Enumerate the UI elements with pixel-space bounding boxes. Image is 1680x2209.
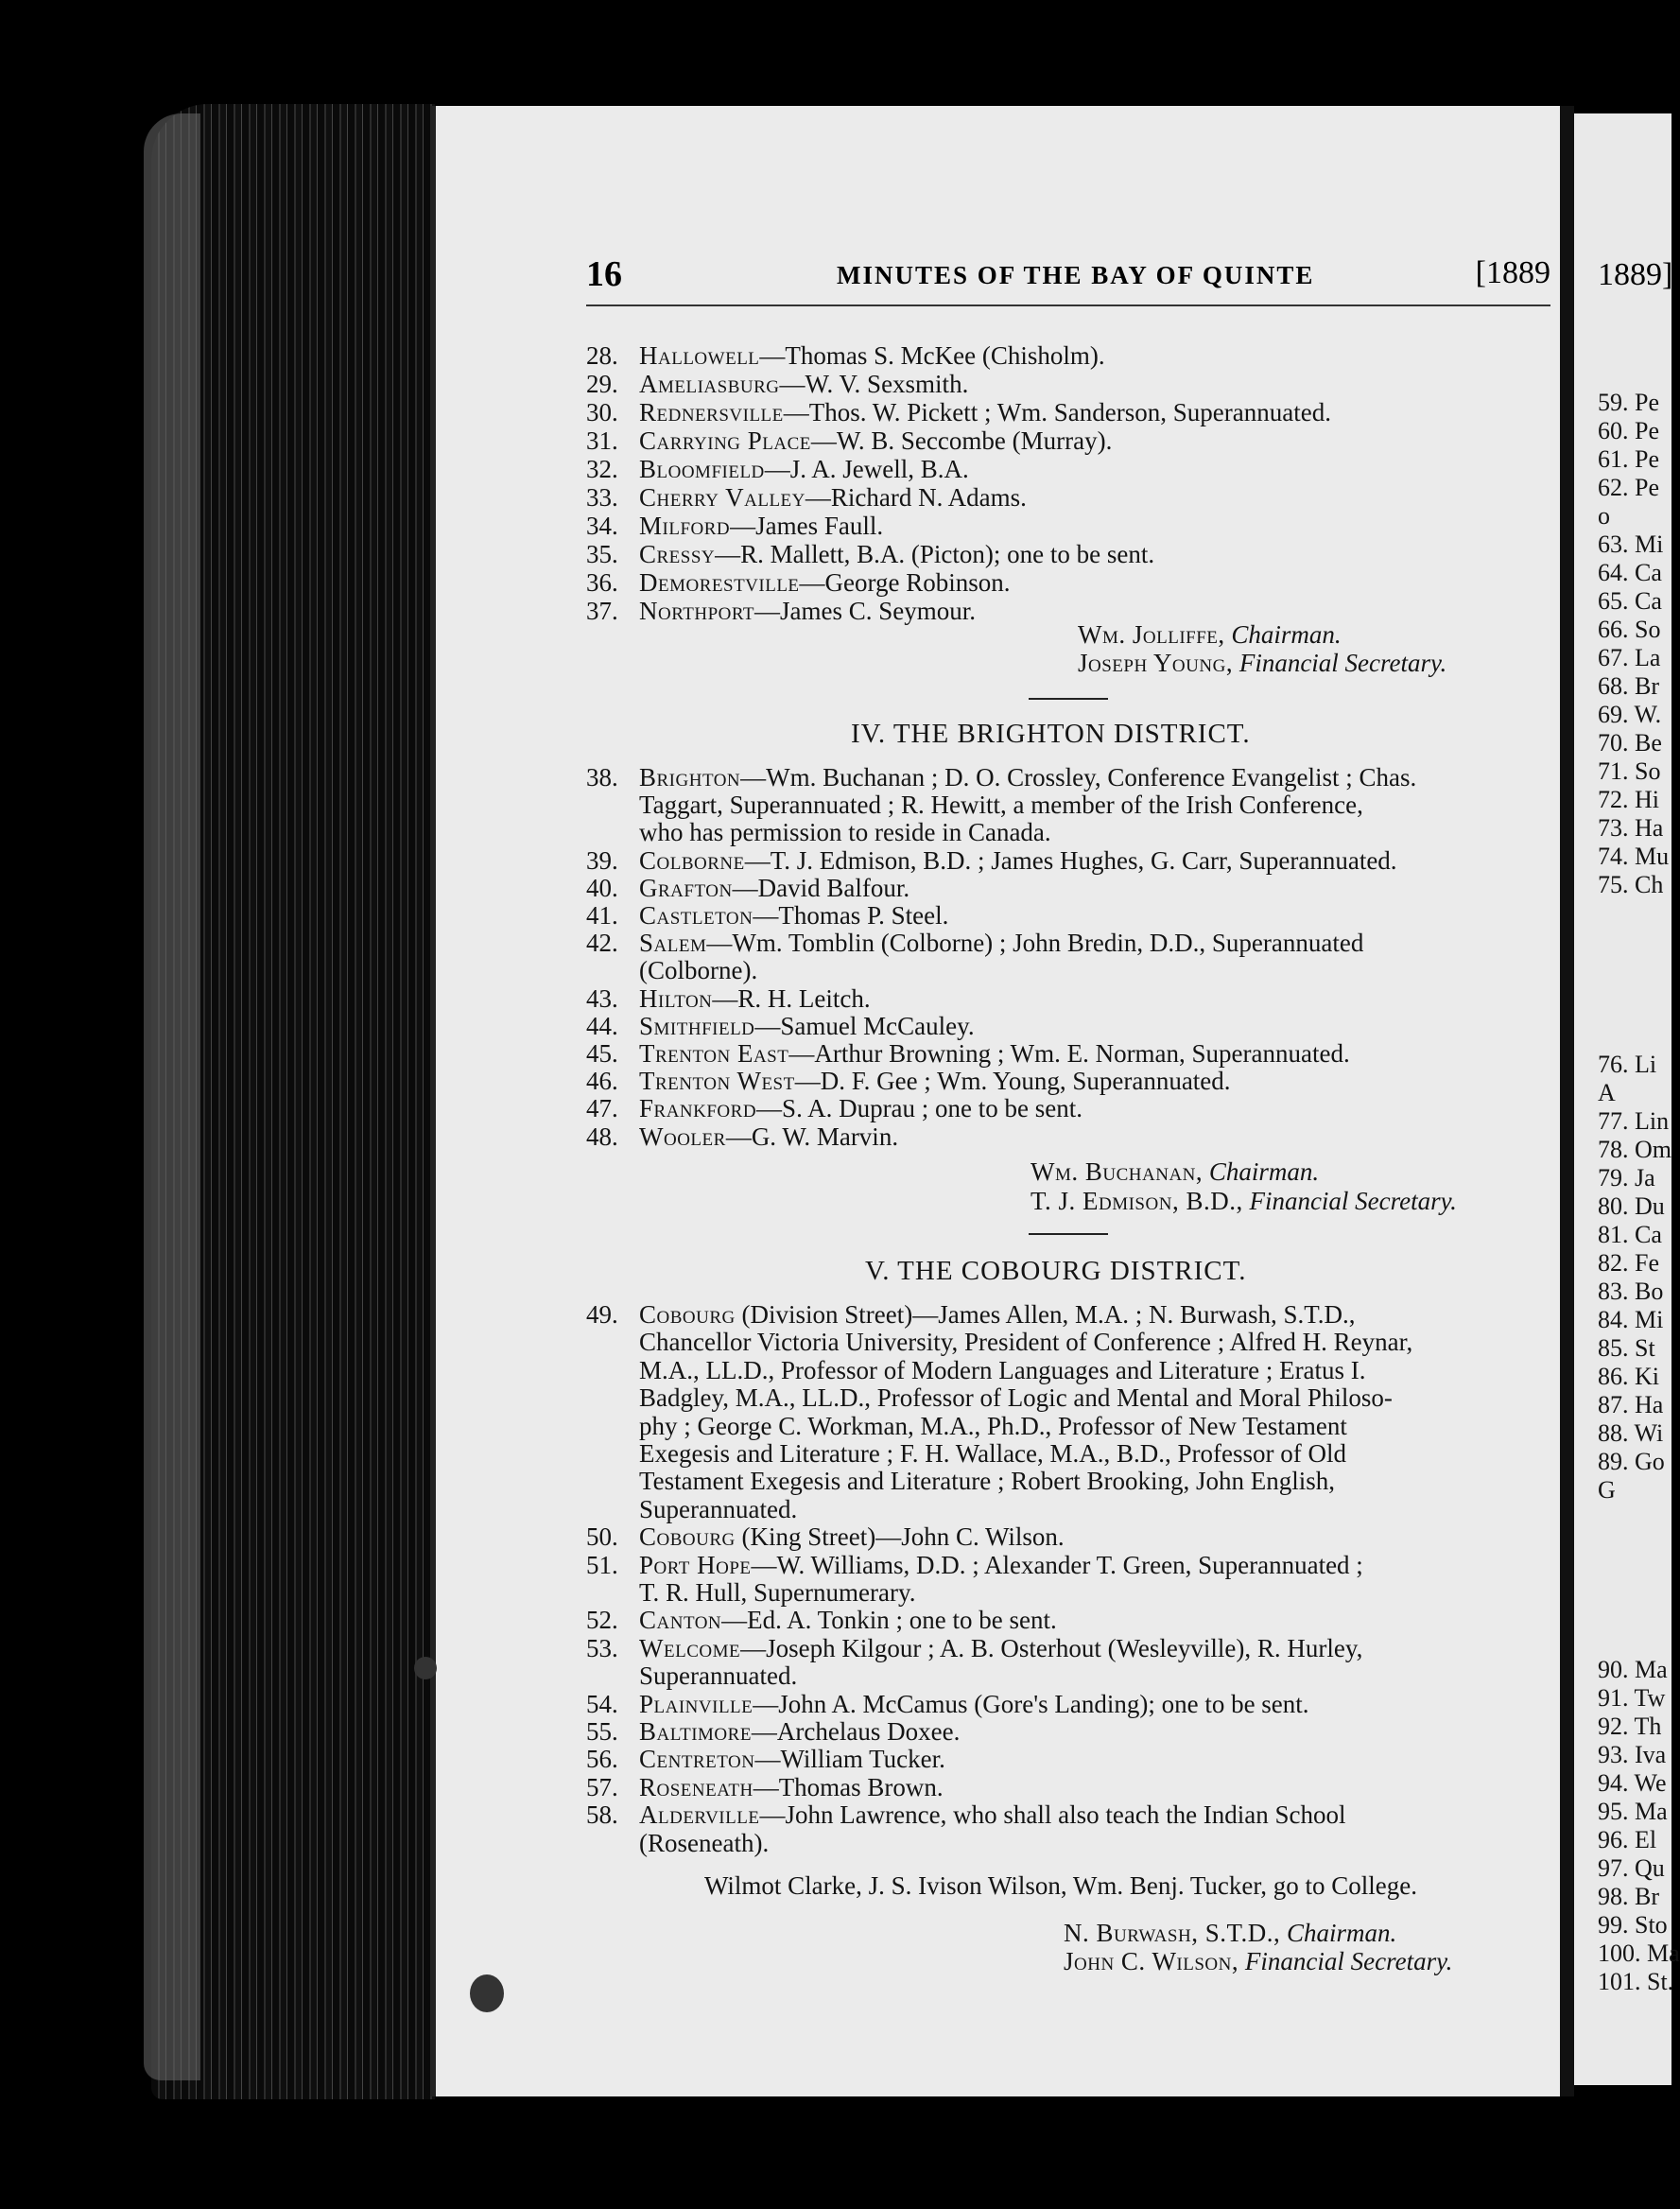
- appointment-text: —Thomas P. Steel.: [753, 901, 949, 930]
- next-page-year: 1889]: [1598, 257, 1673, 292]
- page-year: [1889: [1475, 255, 1550, 290]
- next-page-entry: 59. Pe: [1598, 389, 1659, 416]
- entry-line: [586, 484, 1541, 511]
- appointment-text: —J. A. Jewell, B.A.: [764, 455, 969, 483]
- signatory-name: N. Burwash, S.T.D.,: [1064, 1919, 1281, 1947]
- entry-line: [586, 456, 1541, 482]
- circuit-name: Cressy: [639, 540, 716, 568]
- circuit-name: Wooler: [639, 1122, 726, 1151]
- appointment-text: —Thos. W. Pickett ; Wm. Sanderson, Superannuated.: [783, 398, 1331, 426]
- entry-line: [586, 1635, 1541, 1661]
- circuit-name: Rednersville: [639, 398, 784, 426]
- book-page-edges: [151, 104, 435, 2099]
- next-page-entry: 66. So: [1598, 616, 1661, 643]
- next-page-entry: 91. Tw: [1598, 1684, 1666, 1712]
- next-page-entry: o: [1598, 502, 1610, 530]
- entry-number: 47.: [586, 1094, 618, 1123]
- entry-line: [586, 1774, 1541, 1800]
- next-page-entry: 98. Br: [1598, 1883, 1659, 1910]
- entry-line: [586, 1552, 1541, 1578]
- next-page-entry: 92. Th: [1598, 1713, 1662, 1740]
- circuit-name: Baltimore: [639, 1717, 752, 1746]
- appointment-text: Superannuated.: [639, 1661, 798, 1691]
- next-page-entry: A: [1598, 1079, 1616, 1106]
- appointment-text: —Ed. A. Tonkin ; one to be sent.: [721, 1606, 1057, 1635]
- appointment-text: —James C. Seymour.: [754, 597, 977, 625]
- entry-number: 49.: [586, 1300, 618, 1329]
- entry-number: 28.: [586, 341, 618, 370]
- circuit-name: Salem: [639, 929, 707, 958]
- circuit-name: Hallowell: [639, 341, 760, 370]
- next-page-entry: 73. Ha: [1598, 814, 1664, 842]
- circuit-name: Northport: [639, 597, 755, 625]
- chairman-signature: [1031, 1158, 1319, 1185]
- entry-line: [586, 819, 1541, 845]
- entry-line: [586, 847, 1541, 874]
- circuit-name: Frankford: [639, 1094, 757, 1123]
- entry-number: 38.: [586, 763, 618, 791]
- appointment-text: —S. A. Duprau ; one to be sent.: [756, 1094, 1083, 1123]
- circuit-name: Carrying Place: [639, 426, 811, 455]
- appointment-text: —Thomas Brown.: [753, 1772, 944, 1801]
- next-page-entry: 69. W.: [1598, 701, 1662, 728]
- circuit-name: Plainville: [639, 1689, 753, 1718]
- appointment-text: —Arthur Browning ; Wm. E. Norman, Superannuated.: [788, 1039, 1350, 1068]
- entry-number: 58.: [586, 1800, 618, 1830]
- appointment-text: —W. B. Seccombe (Murray).: [810, 426, 1113, 455]
- signatory-title: Chairman.: [1286, 1919, 1397, 1947]
- entry-number: 33.: [586, 483, 618, 512]
- appointment-text: —T. J. Edmison, B.D. ; James Hughes, G. Carr, Superannuated.: [744, 845, 1397, 875]
- entry-number: 57.: [586, 1772, 618, 1801]
- entry-line: [586, 1013, 1541, 1039]
- entry-line: [586, 902, 1541, 929]
- signatory-title: Financial Secretary.: [1238, 649, 1447, 677]
- entry-line: [586, 598, 1541, 624]
- entry-line: [586, 427, 1541, 454]
- circuit-name: Brighton: [639, 763, 741, 791]
- next-page-entry: 64. Ca: [1598, 559, 1662, 586]
- entry-line: [586, 875, 1541, 901]
- circuit-name: Welcome: [639, 1633, 741, 1662]
- entry-line: [586, 1384, 1541, 1411]
- signatory-name: T. J. Edmison, B.D.,: [1031, 1187, 1243, 1215]
- secretary-signature: [1064, 1948, 1452, 1974]
- entry-line: [586, 1496, 1541, 1522]
- page-gutter: [1560, 106, 1574, 2096]
- next-page-entry: 81. Ca: [1598, 1221, 1662, 1248]
- page-header: [586, 253, 1550, 301]
- entry-line: [586, 342, 1541, 369]
- entry-line: [586, 1830, 1541, 1856]
- next-page-entry: 94. We: [1598, 1769, 1667, 1797]
- circuit-name: Trenton West: [639, 1067, 795, 1096]
- entry-number: 31.: [586, 426, 618, 455]
- entry-number: 37.: [586, 597, 618, 625]
- appointment-text: —David Balfour.: [732, 873, 910, 902]
- next-page-entry: 83. Bo: [1598, 1278, 1664, 1305]
- next-page-entry: 96. El: [1598, 1826, 1657, 1853]
- entry-line: [586, 1068, 1541, 1094]
- circuit-name: Trenton East: [639, 1039, 789, 1068]
- entry-number: 46.: [586, 1067, 618, 1096]
- circuit-name: Port Hope: [639, 1550, 752, 1579]
- entry-line: [586, 1123, 1541, 1150]
- circuit-name: Ameliasburg: [639, 370, 780, 398]
- circuit-name: Cobourg: [639, 1522, 736, 1552]
- next-page-entry: 61. Pe: [1598, 445, 1659, 473]
- entry-number: 45.: [586, 1039, 618, 1068]
- entry-line: [586, 513, 1541, 539]
- next-page-entry: 62. Pe: [1598, 474, 1659, 501]
- next-page-entry: 74. Mu: [1598, 843, 1670, 870]
- page-number: 16: [586, 254, 622, 294]
- entry-number: 42.: [586, 929, 618, 958]
- appointment-text: (Colborne).: [639, 956, 758, 985]
- circuit-name: Castleton: [639, 901, 753, 930]
- entry-line: [586, 1413, 1541, 1439]
- appointment-text: —John Lawrence, who shall also teach the Indian School: [759, 1800, 1346, 1830]
- entry-line: [586, 1468, 1541, 1494]
- appointment-text: (Roseneath).: [639, 1828, 770, 1857]
- entry-number: 41.: [586, 901, 618, 930]
- next-page-entry: G: [1598, 1476, 1616, 1504]
- entry-number: 48.: [586, 1122, 618, 1151]
- ink-blot: [470, 1974, 504, 2012]
- appointment-text: —W. V. Sexsmith.: [779, 370, 969, 398]
- entry-line: [586, 1523, 1541, 1550]
- circuit-name: Cherry Valley: [639, 483, 805, 512]
- entry-number: 39.: [586, 845, 618, 875]
- next-page-entry: 67. La: [1598, 644, 1661, 671]
- signatory-title: Financial Secretary.: [1249, 1187, 1457, 1215]
- entry-line: [586, 1301, 1541, 1328]
- entry-number: 36.: [586, 568, 618, 597]
- appointment-text: phy ; George C. Workman, M.A., Ph.D., Professor of New Testament: [639, 1411, 1347, 1440]
- circuit-name: Colborne: [639, 845, 745, 875]
- appointment-text: Superannuated.: [639, 1494, 798, 1523]
- page-title: MINUTES OF THE BAY OF QUINTE: [837, 261, 1315, 289]
- appointment-text: —G. W. Marvin.: [725, 1122, 899, 1151]
- entry-line: [586, 1579, 1541, 1606]
- next-page-entry: 101. St.: [1598, 1968, 1674, 1995]
- appointment-text: —Wm. Buchanan ; D. O. Crossley, Conference Evangelist ; Chas.: [740, 763, 1417, 791]
- appointment-text: (Division Street)—James Allen, M.A. ; N. Burwash, S.T.D.,: [735, 1300, 1356, 1329]
- appointment-text: —R. H. Leitch.: [712, 983, 871, 1013]
- signatory-title: Chairman.: [1231, 620, 1342, 649]
- ink-blot: [414, 1657, 437, 1679]
- entry-line: [586, 541, 1541, 567]
- appointment-text: —James Faull.: [730, 512, 884, 540]
- next-page-entry: 60. Pe: [1598, 417, 1659, 444]
- next-page-entry: 72. Hi: [1598, 786, 1659, 813]
- next-page-entry: 86. Ki: [1598, 1363, 1659, 1390]
- circuit-name: Hilton: [639, 983, 713, 1013]
- appointment-text: —Archelaus Doxee.: [751, 1717, 961, 1746]
- entry-line: [586, 957, 1541, 983]
- header-rule: [586, 304, 1550, 306]
- next-page-entry: 77. Lin: [1598, 1107, 1670, 1135]
- entry-number: 35.: [586, 540, 618, 568]
- circuit-name: Canton: [639, 1606, 722, 1635]
- circuit-name: Roseneath: [639, 1772, 753, 1801]
- chairman-signature: [1078, 621, 1342, 648]
- next-page-entry: 78. Om: [1598, 1136, 1671, 1163]
- next-page-entry: 100. Ma: [1598, 1939, 1680, 1967]
- appointment-text: Testament Exegesis and Literature ; Robert Brooking, John English,: [639, 1467, 1335, 1496]
- appointment-text: —George Robinson.: [799, 568, 1011, 597]
- next-page-entry: 68. Br: [1598, 672, 1659, 700]
- entry-number: 55.: [586, 1717, 618, 1746]
- appointment-text: —Samuel McCauley.: [754, 1011, 975, 1040]
- entry-line: [586, 1040, 1541, 1067]
- secretary-signature: [1031, 1188, 1457, 1214]
- appointment-text: —Joseph Kilgour ; A. B. Osterhout (Wesleyville), R. Hurley,: [740, 1633, 1363, 1662]
- entry-line: [586, 1095, 1541, 1122]
- appointment-text: —Richard N. Adams.: [805, 483, 1027, 512]
- entry-number: 29.: [586, 370, 618, 398]
- entry-line: [586, 1607, 1541, 1633]
- next-page-entry: 95. Ma: [1598, 1798, 1668, 1825]
- signatory-title: Financial Secretary.: [1244, 1947, 1453, 1975]
- next-page-entry: 65. Ca: [1598, 587, 1662, 615]
- entry-number: 52.: [586, 1606, 618, 1635]
- next-page-entry: 79. Ja: [1598, 1164, 1655, 1191]
- appointment-text: —R. Mallett, B.A. (Picton); one to be sent.: [715, 540, 1155, 568]
- entry-number: 54.: [586, 1689, 618, 1718]
- appointment-text: —Wm. Tomblin (Colborne) ; John Bredin, D.D., Superannuated: [706, 929, 1364, 958]
- entry-line: [586, 1746, 1541, 1772]
- entry-line: [586, 1357, 1541, 1383]
- next-page-entry: 88. Wi: [1598, 1419, 1664, 1447]
- entry-line: [586, 399, 1541, 426]
- circuit-name: Smithfield: [639, 1011, 755, 1040]
- next-page-entry: 76. Li: [1598, 1051, 1657, 1078]
- circuit-name: Alderville: [639, 1800, 760, 1830]
- college-note: Wilmot Clarke, J. S. Ivison Wilson, Wm. Benj. Tucker, go to College.: [704, 1871, 1417, 1900]
- entry-number: 32.: [586, 455, 618, 483]
- appointment-text: —W. Williams, D.D. ; Alexander T. Green, Superannuated ;: [751, 1550, 1363, 1579]
- entry-line: [586, 764, 1541, 791]
- next-page-entry: 82. Fe: [1598, 1249, 1659, 1277]
- next-page-entry: 99. Sto: [1598, 1911, 1668, 1939]
- appointment-text: Badgley, M.A., LL.D., Professor of Logic and Mental and Moral Philoso-: [639, 1383, 1393, 1413]
- district-heading: IV. THE BRIGHTON DISTRICT.: [851, 719, 1251, 749]
- appointment-text: Taggart, Superannuated ; R. Hewitt, a member of the Irish Conference,: [639, 791, 1363, 820]
- circuit-name: Grafton: [639, 873, 733, 902]
- next-page-entry: 85. St: [1598, 1334, 1655, 1362]
- next-page-entry: 90. Ma: [1598, 1656, 1668, 1683]
- entry-line: [586, 569, 1541, 596]
- entry-number: 40.: [586, 873, 618, 902]
- appointment-text: who has permission to reside in Canada.: [639, 818, 1051, 847]
- next-page-entry: 80. Du: [1598, 1192, 1665, 1220]
- appointment-text: (King Street)—John C. Wilson.: [735, 1522, 1065, 1552]
- circuit-name: Bloomfield: [639, 455, 765, 483]
- section-divider: [1029, 1233, 1108, 1235]
- secretary-signature: [1078, 650, 1446, 676]
- next-page-entry: 84. Mi: [1598, 1306, 1664, 1333]
- appointment-text: Chancellor Victoria University, President of Conference ; Alfred H. Reynar,: [639, 1328, 1413, 1357]
- signatory-name: Wm. Jolliffe,: [1078, 620, 1225, 649]
- entry-line: [586, 1329, 1541, 1355]
- next-page-entry: 75. Ch: [1598, 871, 1664, 898]
- entry-number: 44.: [586, 1011, 618, 1040]
- entry-line: [586, 1718, 1541, 1745]
- entry-number: 56.: [586, 1745, 618, 1774]
- circuit-name: Milford: [639, 512, 731, 540]
- next-page-entry: 93. Iva: [1598, 1741, 1667, 1768]
- entry-number: 30.: [586, 398, 618, 426]
- appointment-text: —Thomas S. McKee (Chisholm).: [759, 341, 1105, 370]
- circuit-name: Cobourg: [639, 1300, 736, 1329]
- next-page-entry: 63. Mi: [1598, 531, 1664, 558]
- appointment-text: T. R. Hull, Supernumerary.: [639, 1578, 916, 1607]
- signatory-name: Joseph Young,: [1078, 649, 1234, 677]
- entry-number: 34.: [586, 512, 618, 540]
- entry-line: [586, 791, 1541, 818]
- next-page-entry: 70. Be: [1598, 729, 1662, 757]
- appointment-text: Exegesis and Literature ; F. H. Wallace, M.A., B.D., Professor of Old: [639, 1439, 1347, 1468]
- entry-line: [586, 930, 1541, 956]
- district-heading: V. THE COBOURG DISTRICT.: [865, 1256, 1247, 1286]
- circuit-name: Demorestville: [639, 568, 800, 597]
- chairman-signature: [1064, 1920, 1396, 1946]
- entry-line: [586, 371, 1541, 397]
- entry-line: [586, 1691, 1541, 1717]
- appointment-text: M.A., LL.D., Professor of Modern Languages and Literature ; Eratus I.: [639, 1355, 1366, 1384]
- next-page-entry: 89. Go: [1598, 1448, 1665, 1475]
- entry-line: [586, 985, 1541, 1012]
- section-divider: [1029, 698, 1108, 700]
- signatory-name: Wm. Buchanan,: [1031, 1157, 1204, 1186]
- next-page-entry: 97. Qu: [1598, 1854, 1665, 1882]
- next-page-entry: 87. Ha: [1598, 1391, 1664, 1418]
- entry-number: 51.: [586, 1550, 618, 1579]
- appointment-text: —D. F. Gee ; Wm. Young, Superannuated.: [794, 1067, 1231, 1096]
- next-page-entry: 71. So: [1598, 757, 1661, 785]
- appointment-text: —John A. McCamus (Gore's Landing); one to be sent.: [753, 1689, 1309, 1718]
- entry-line: [586, 1801, 1541, 1828]
- entry-number: 53.: [586, 1633, 618, 1662]
- entry-line: [586, 1440, 1541, 1467]
- appointment-text: —William Tucker.: [754, 1745, 945, 1774]
- entry-number: 50.: [586, 1522, 618, 1552]
- signatory-title: Chairman.: [1208, 1157, 1320, 1186]
- entry-number: 43.: [586, 983, 618, 1013]
- entry-line: [586, 1662, 1541, 1689]
- circuit-name: Centreton: [639, 1745, 755, 1774]
- signatory-name: John C. Wilson,: [1064, 1947, 1239, 1975]
